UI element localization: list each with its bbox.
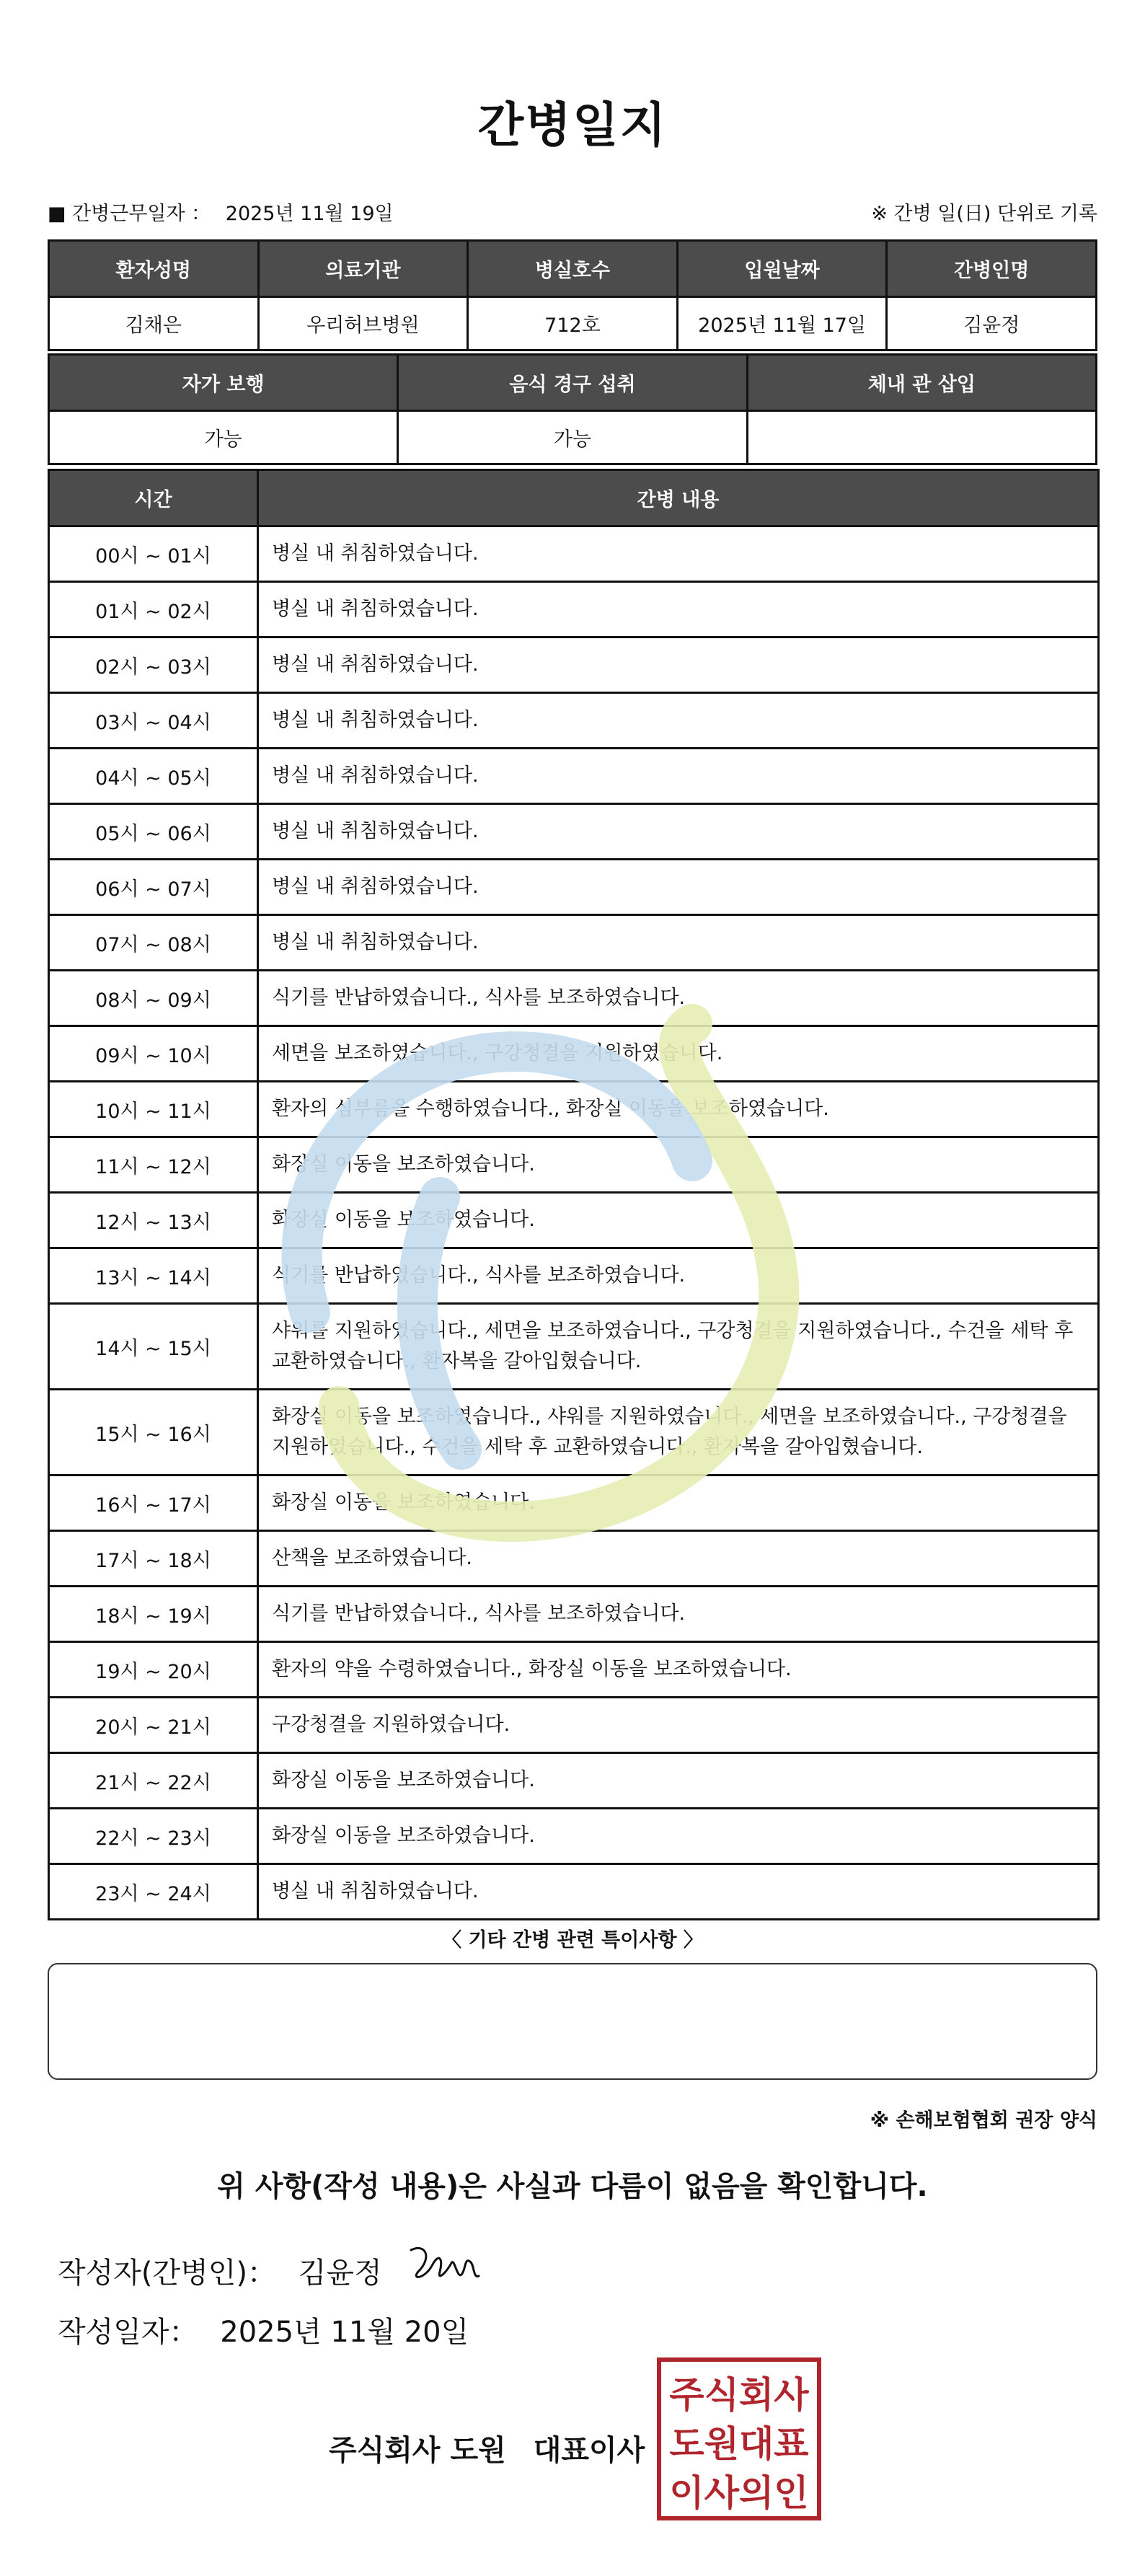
hospital: 우리허브병원 bbox=[258, 297, 468, 350]
meta-row bbox=[48, 198, 1097, 226]
patient-name: 김채은 bbox=[49, 297, 259, 350]
time-slot: 13시 ~ 14시 bbox=[49, 1248, 258, 1304]
care-content: 구강청결을 지원하였습니다. bbox=[258, 1698, 1099, 1753]
time-slot: 00시 ~ 01시 bbox=[49, 526, 258, 582]
care-content: 환자의 약을 수령하였습니다., 화장실 이동을 보조하였습니다. bbox=[258, 1642, 1099, 1698]
table-header-row bbox=[49, 355, 1097, 411]
time-slot: 03시 ~ 04시 bbox=[49, 693, 258, 749]
time-slot: 07시 ~ 08시 bbox=[49, 915, 258, 971]
patient-status-table bbox=[48, 353, 1097, 465]
header-tube-insertion: 체내 관 삽입 bbox=[747, 355, 1096, 411]
table-row bbox=[49, 749, 1099, 804]
writer-label: 작성자(간병인)： bbox=[58, 2257, 277, 2290]
signature-image bbox=[404, 2236, 483, 2293]
page-title: 간병일지 bbox=[477, 97, 668, 153]
table-row bbox=[49, 1137, 1099, 1193]
time-slot: 20시 ~ 21시 bbox=[49, 1698, 258, 1753]
table-row bbox=[49, 1193, 1099, 1248]
table-row bbox=[49, 1531, 1099, 1587]
company-seal bbox=[656, 2357, 822, 2521]
patient-info-table bbox=[48, 239, 1097, 351]
table-row bbox=[49, 638, 1099, 693]
form-note: ※ 손해보험협회 권장 양식 bbox=[870, 2109, 1097, 2132]
care-content: 병실 내 취침하였습니다. bbox=[258, 1864, 1099, 1920]
care-content: 화장실 이동을 보조하였습니다. bbox=[258, 1753, 1099, 1809]
written-date-value: 2025년 11월 20일 bbox=[220, 2316, 469, 2349]
time-slot: 19시 ~ 20시 bbox=[49, 1642, 258, 1698]
care-content: 환자의 심부름을 수행하였습니다., 화장실 이동을 보조하였습니다. bbox=[258, 1082, 1099, 1137]
care-content: 병실 내 취침하였습니다. bbox=[258, 860, 1099, 915]
table-row bbox=[49, 1390, 1099, 1476]
notes-box bbox=[48, 1963, 1097, 2080]
table-row bbox=[49, 1304, 1099, 1390]
writer-name: 김윤정 bbox=[298, 2257, 382, 2290]
care-log-table bbox=[48, 469, 1100, 1920]
table-row bbox=[49, 804, 1099, 860]
time-slot: 10시 ~ 11시 bbox=[49, 1082, 258, 1137]
company-row bbox=[329, 2427, 662, 2469]
care-content: 세면을 보조하였습니다., 구강청결을 지원하였습니다. bbox=[258, 1026, 1099, 1082]
header-oral-intake: 음식 경구 섭취 bbox=[398, 355, 747, 411]
time-slot: 08시 ~ 09시 bbox=[49, 971, 258, 1026]
table-row bbox=[49, 860, 1099, 915]
header-admission-date: 입원날짜 bbox=[677, 241, 887, 297]
table-row bbox=[49, 1587, 1099, 1642]
company-title: 대표이사 bbox=[533, 2434, 645, 2467]
time-slot: 01시 ~ 02시 bbox=[49, 582, 258, 638]
time-slot: 04시 ~ 05시 bbox=[49, 749, 258, 804]
oral-intake: 가능 bbox=[398, 411, 747, 464]
care-content: 화장실 이동을 보조하였습니다. bbox=[258, 1809, 1099, 1864]
work-date-label: ■ 간병근무일자 ： bbox=[48, 203, 211, 225]
time-slot: 06시 ~ 07시 bbox=[49, 860, 258, 915]
time-slot: 15시 ~ 16시 bbox=[49, 1390, 258, 1476]
table-header-row bbox=[49, 241, 1097, 297]
header-room: 병실호수 bbox=[468, 241, 678, 297]
care-content: 병실 내 취침하였습니다. bbox=[258, 582, 1099, 638]
care-content: 화장실 이동을 보조하였습니다., 샤워를 지원하였습니다., 세면을 보조하였습니다., 구강청결을 지원하였습니다., 수건을 세탁 후 교환하였습니다., 환자복을 갈아입혔습니다. bbox=[258, 1390, 1099, 1476]
work-date bbox=[48, 198, 394, 226]
header-caregiver-name: 간병인명 bbox=[887, 241, 1097, 297]
care-content: 화장실 이동을 보조하였습니다. bbox=[258, 1193, 1099, 1248]
time-slot: 12시 ~ 13시 bbox=[49, 1193, 258, 1248]
care-content: 식기를 반납하였습니다., 식사를 보조하였습니다. bbox=[258, 1587, 1099, 1642]
caregiver-name: 김윤정 bbox=[887, 297, 1097, 350]
unit-note: ※ 간병 일(日) 단위로 기록 bbox=[871, 203, 1097, 225]
time-slot: 21시 ~ 22시 bbox=[49, 1753, 258, 1809]
care-content: 병실 내 취침하였습니다. bbox=[258, 804, 1099, 860]
writer-row bbox=[58, 2250, 395, 2291]
time-slot: 22시 ~ 23시 bbox=[49, 1809, 258, 1864]
table-row bbox=[49, 1809, 1099, 1864]
written-date-row bbox=[58, 2309, 482, 2350]
table-row bbox=[49, 693, 1099, 749]
care-content: 병실 내 취침하였습니다. bbox=[258, 749, 1099, 804]
table-row bbox=[49, 526, 1099, 582]
self-walking: 가능 bbox=[49, 411, 398, 464]
header-patient-name: 환자성명 bbox=[49, 241, 259, 297]
tube-insertion bbox=[747, 411, 1096, 464]
care-content: 병실 내 취침하였습니다. bbox=[258, 693, 1099, 749]
care-content: 병실 내 취침하였습니다. bbox=[258, 638, 1099, 693]
table-row bbox=[49, 1026, 1099, 1082]
header-care-content: 간병 내용 bbox=[258, 470, 1099, 526]
time-slot: 02시 ~ 03시 bbox=[49, 638, 258, 693]
time-slot: 11시 ~ 12시 bbox=[49, 1137, 258, 1193]
seal-line: 도원대표 bbox=[669, 2423, 809, 2465]
table-row bbox=[49, 411, 1097, 464]
care-content: 화장실 이동을 보조하였습니다. bbox=[258, 1137, 1099, 1193]
seal-line: 이사의인 bbox=[669, 2472, 809, 2514]
header-self-walking: 자가 보행 bbox=[49, 355, 398, 411]
header-hospital: 의료기관 bbox=[258, 241, 468, 297]
room-number: 712호 bbox=[468, 297, 678, 350]
table-row bbox=[49, 1698, 1099, 1753]
care-content: 산책을 보조하였습니다. bbox=[258, 1531, 1099, 1587]
time-slot: 16시 ~ 17시 bbox=[49, 1476, 258, 1531]
table-row bbox=[49, 1476, 1099, 1531]
care-content: 병실 내 취침하였습니다. bbox=[258, 915, 1099, 971]
care-content: 식기를 반납하였습니다., 식사를 보조하였습니다. bbox=[258, 1248, 1099, 1304]
table-row bbox=[49, 915, 1099, 971]
table-row bbox=[49, 297, 1097, 350]
seal-line: 주식회사 bbox=[669, 2374, 809, 2416]
care-content: 화장실 이동을 보조하였습니다. bbox=[258, 1476, 1099, 1531]
table-row bbox=[49, 1082, 1099, 1137]
table-row bbox=[49, 1248, 1099, 1304]
care-content: 병실 내 취침하였습니다. bbox=[258, 526, 1099, 582]
care-content: 샤워를 지원하였습니다., 세면을 보조하였습니다., 구강청결을 지원하였습니다., 수건을 세탁 후 교환하였습니다., 환자복을 갈아입혔습니다. bbox=[258, 1304, 1099, 1390]
time-slot: 05시 ~ 06시 bbox=[49, 804, 258, 860]
time-slot: 18시 ~ 19시 bbox=[49, 1587, 258, 1642]
admission-date: 2025년 11월 17일 bbox=[677, 297, 887, 350]
confirmation-statement: 위 사항(작성 내용)은 사실과 다름이 없음을 확인합니다. bbox=[217, 2170, 928, 2203]
company-name: 주식회사 도원 bbox=[329, 2434, 506, 2467]
table-row bbox=[49, 1642, 1099, 1698]
time-slot: 14시 ~ 15시 bbox=[49, 1304, 258, 1390]
time-slot: 23시 ~ 24시 bbox=[49, 1864, 258, 1920]
table-row bbox=[49, 582, 1099, 638]
table-row bbox=[49, 1753, 1099, 1809]
header-time: 시간 bbox=[49, 470, 258, 526]
care-content: 식기를 반납하였습니다., 식사를 보조하였습니다. bbox=[258, 971, 1099, 1026]
time-slot: 09시 ~ 10시 bbox=[49, 1026, 258, 1082]
work-date-value: 2025년 11월 19일 bbox=[225, 203, 394, 225]
table-row bbox=[49, 1864, 1099, 1920]
written-date-label: 작성일자： bbox=[58, 2316, 198, 2349]
notes-title: 〈 기타 간병 관련 특이사항 〉 bbox=[442, 1929, 703, 1951]
table-header-row bbox=[49, 470, 1099, 526]
time-slot: 17시 ~ 18시 bbox=[49, 1531, 258, 1587]
table-row bbox=[49, 971, 1099, 1026]
